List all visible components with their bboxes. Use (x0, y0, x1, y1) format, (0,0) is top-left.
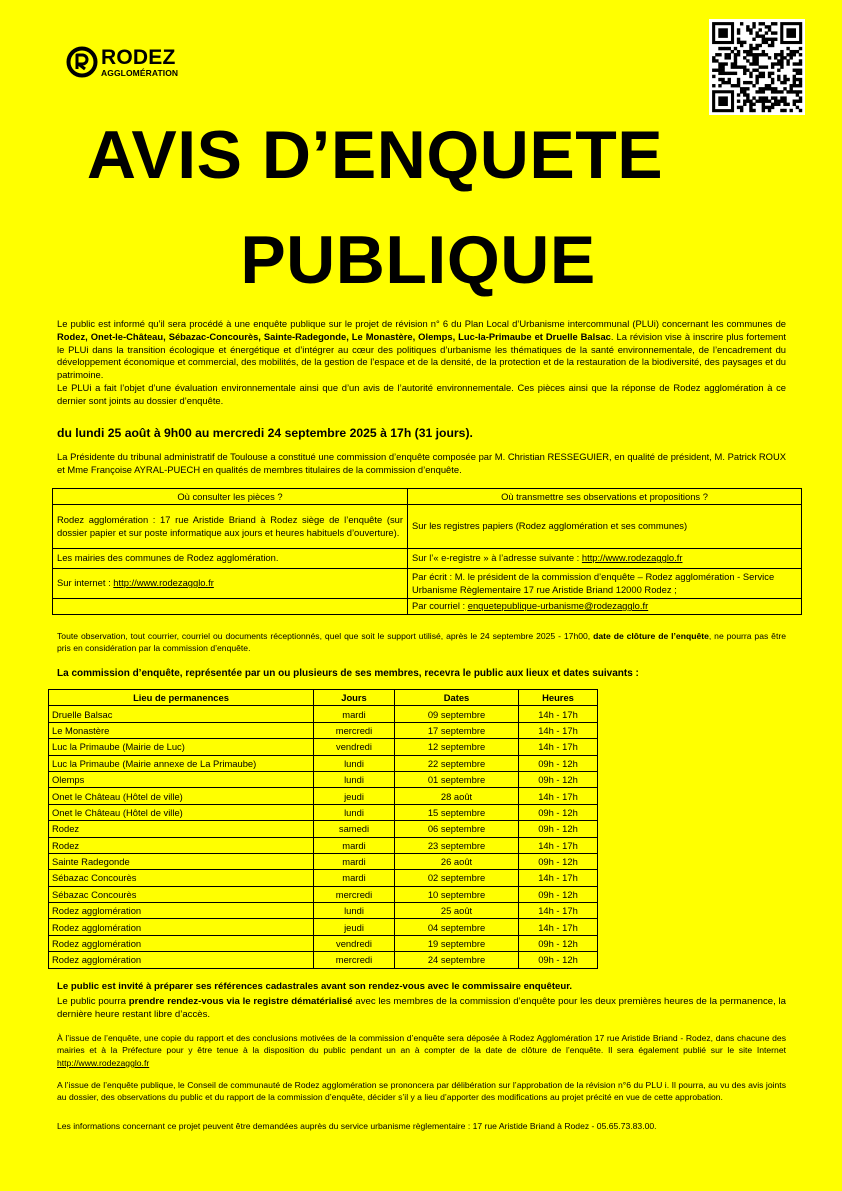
permanence-day: lundi (314, 804, 395, 820)
permanence-date: 24 septembre (395, 952, 519, 968)
permanence-hours: 09h - 12h (519, 771, 598, 787)
intro-section (57, 318, 786, 407)
permanence-hours: 09h - 12h (519, 804, 598, 820)
consult-r1-left: Rodez agglomération : 17 rue Aristide Briand à Rodez siège de l’enquête (sur dossier papier et sur poste informatique aux jours et heures habituels d’ouverture). (53, 505, 408, 549)
permanence-date: 17 septembre (395, 722, 519, 738)
permanence-date: 23 septembre (395, 837, 519, 853)
permanence-hours: 09h - 12h (519, 755, 598, 771)
schedule-header-day: Jours (314, 690, 395, 706)
table-row (49, 722, 598, 738)
table-row (49, 903, 598, 919)
consult-r3-right: Par écrit : M. le président de la commission d’enquête – Rodez agglomération - Service Urbanisme Règlementaire 17 rue Aristide Briand 12000 Rodez ; (408, 569, 802, 599)
report-availability: À l’issue de l’enquête, une copie du rapport et des conclusions motivées de la commission d’enquête sera déposée à Rodez Agglomération 17 rue Aristide Briand - Rodez, dans chacune des mairies et à la Préfecture pour y être tenue à la disposition du public pendant un an à compter de la date de clôture de l’enquête. Il sera également publié sur le site Internet http://www.rodezagglo.fr (57, 1033, 786, 1068)
permanence-date: 19 septembre (395, 935, 519, 951)
permanence-date: 15 septembre (395, 804, 519, 820)
permanence-place: Onet le Château (Hôtel de ville) (49, 788, 314, 804)
consult-r3-left: Sur internet : http://www.rodezagglo.fr (53, 569, 408, 599)
permanence-place: Le Monastère (49, 722, 314, 738)
permanence-date: 26 août (395, 853, 519, 869)
report-site-link[interactable]: http://www.rodezagglo.fr (57, 1057, 150, 1068)
permanence-place: Luc la Primaube (Mairie de Luc) (49, 739, 314, 755)
permanence-day: mardi (314, 853, 395, 869)
permanence-day: vendredi (314, 935, 395, 951)
permanence-place: Rodez agglomération (49, 903, 314, 919)
permanence-day: samedi (314, 821, 395, 837)
permanence-date: 10 septembre (395, 886, 519, 902)
permanence-day: lundi (314, 771, 395, 787)
permanence-hours: 14h - 17h (519, 739, 598, 755)
permanence-place: Luc la Primaube (Mairie annexe de La Primaube) (49, 755, 314, 771)
permanence-date: 12 septembre (395, 739, 519, 755)
commission-composition: La Présidente du tribunal administratif de Toulouse a constitué une commission d’enquête composée par M. Christian RESSEGUIER, en qualité de président, M. Patrick ROUX et Mme Françoise AYRAL-PUECH en qualités de membres titulaires de la commission d’enquête. (57, 451, 786, 475)
permanence-day: mercredi (314, 722, 395, 738)
consult-r1-right: Sur les registres papiers (Rodez agglomération et ses communes) (408, 505, 802, 549)
reception-intro: La commission d’enquête, représentée par un ou plusieurs de ses membres, recevra le public aux lieux et dates suivants : (57, 668, 639, 679)
rodez-logo (66, 46, 178, 78)
permanence-date: 06 septembre (395, 821, 519, 837)
schedule-header-hours: Heures (519, 690, 598, 706)
schedule-table (48, 689, 598, 969)
permanence-place: Rodez (49, 821, 314, 837)
schedule-header-place: Lieu de permanences (49, 690, 314, 706)
consult-r4-right: Par courriel : enquetepublique-urbanisme@rodezagglo.fr (408, 599, 802, 615)
enquiry-dates: du lundi 25 août à 9h00 au mercredi 24 septembre 2025 à 17h (31 jours). (57, 426, 473, 440)
permanence-hours: 14h - 17h (519, 870, 598, 886)
communes-list: Rodez, Onet-le-Château, Sébazac-Concourès, Sainte-Radegonde, Le Monastère, Olemps, Luc-la-Primaube et Druelle Balsac (57, 330, 611, 342)
permanence-date: 28 août (395, 788, 519, 804)
appointment-notice: Le public pourra prendre rendez-vous via le registre dématérialisé avec les membres de la commission d’enquête pour les deux premières heures de la permanence, la dernière heure restant libre d’accès. (57, 996, 787, 1021)
permanence-hours: 09h - 12h (519, 853, 598, 869)
permanence-place: Rodez agglomération (49, 935, 314, 951)
permanence-date: 02 septembre (395, 870, 519, 886)
table-row (49, 771, 598, 787)
permanence-hours: 14h - 17h (519, 837, 598, 853)
table-row (49, 837, 598, 853)
permanence-place: Rodez agglomération (49, 919, 314, 935)
consultation-table (52, 488, 802, 615)
permanence-date: 22 septembre (395, 755, 519, 771)
table-row (49, 788, 598, 804)
page-title-line2: PUBLIQUE (240, 222, 596, 298)
table-row (49, 739, 598, 755)
permanence-place: Druelle Balsac (49, 706, 314, 722)
contact-info: Les informations concernant ce projet peuvent être demandées auprès du service urbanisme règlementaire : 17 rue Aristide Briand à Rodez - 05.65.73.83.00. (57, 1121, 657, 1131)
qr-code-icon[interactable] (709, 19, 805, 115)
permanence-day: jeudi (314, 919, 395, 935)
table-row (49, 755, 598, 771)
consult-r2-right: Sur l’« e-registre » à l’adresse suivante : http://www.rodezagglo.fr (408, 549, 802, 569)
permanence-date: 01 septembre (395, 771, 519, 787)
permanence-place: Sainte Radegonde (49, 853, 314, 869)
email-link[interactable]: enquetepublique-urbanisme@rodezagglo.fr (467, 600, 649, 612)
closing-notice: Toute observation, tout courrier, courriel ou documents réceptionnés, quel que soit le support utilisé, après le 24 septembre 2025 - 17h00, date de clôture de l’enquête, ne pourra pas être pris en considération par la commission d’enquête. (57, 631, 786, 654)
permanence-hours: 09h - 12h (519, 952, 598, 968)
permanence-place: Rodez agglomération (49, 952, 314, 968)
permanence-hours: 14h - 17h (519, 706, 598, 722)
permanence-place: Onet le Château (Hôtel de ville) (49, 804, 314, 820)
permanence-hours: 09h - 12h (519, 886, 598, 902)
permanence-hours: 14h - 17h (519, 903, 598, 919)
permanence-place: Olemps (49, 771, 314, 787)
logo-sub: AGGLOMÉRATION (101, 67, 179, 78)
internet-link[interactable]: http://www.rodezagglo.fr (113, 577, 214, 589)
permanence-hours: 14h - 17h (519, 722, 598, 738)
table-row (49, 804, 598, 820)
permanence-place: Sébazac Concourès (49, 870, 314, 886)
permanence-date: 25 août (395, 903, 519, 919)
permanence-hours: 09h - 12h (519, 935, 598, 951)
consult-header-right: Où transmettre ses observations et propositions ? (408, 489, 802, 505)
e-registre-link[interactable]: http://www.rodezagglo.fr (581, 552, 683, 564)
consult-r4-left (53, 599, 408, 615)
permanence-place: Rodez (49, 837, 314, 853)
permanence-day: mercredi (314, 886, 395, 902)
permanence-day: mercredi (314, 952, 395, 968)
table-row (49, 952, 598, 968)
cadastral-notice: Le public est invité à préparer ses références cadastrales avant son rendez-vous avec le commissaire enquêteur. (57, 981, 573, 992)
consult-header-left: Où consulter les pièces ? (53, 489, 408, 505)
permanence-day: lundi (314, 903, 395, 919)
permanence-day: mardi (314, 870, 395, 886)
table-row (49, 706, 598, 722)
page-title-line1: AVIS D’ENQUETE (86, 117, 664, 193)
permanence-day: mardi (314, 837, 395, 853)
table-row (49, 935, 598, 951)
permanence-day: mardi (314, 706, 395, 722)
table-row (49, 821, 598, 837)
consult-r2-left: Les mairies des communes de Rodez agglomération. (53, 549, 408, 569)
schedule-header-date: Dates (395, 690, 519, 706)
table-row (49, 886, 598, 902)
permanence-day: lundi (314, 755, 395, 771)
permanence-day: vendredi (314, 739, 395, 755)
permanence-hours: 14h - 17h (519, 788, 598, 804)
table-row (49, 870, 598, 886)
permanence-day: jeudi (314, 788, 395, 804)
table-row (49, 919, 598, 935)
intro-paragraph-2: Le PLUi a fait l’objet d’une évaluation environnementale ainsi que d’un avis de l’autorité environnementale. Ces pièces ainsi que la réponse de Rodez agglomération à ce dernier sont joints au dossier d’enquête. (57, 381, 786, 406)
permanence-date: 09 septembre (395, 706, 519, 722)
rodez-logo-icon (66, 46, 98, 78)
permanence-date: 04 septembre (395, 919, 519, 935)
table-row (49, 853, 598, 869)
permanence-hours: 09h - 12h (519, 821, 598, 837)
logo-name: RODEZ (101, 45, 176, 69)
council-approval: A l’issue de l’enquête publique, le Conseil de communauté de Rodez agglomération se prononcera par délibération sur l’approbation de la révision n°6 du PLU i. Il pourra, au vu des avis joints au dossier, des observations du public et du rapport de la commission d’enquête, décider s’il y a lieu d’apporter des modifications au projet précité en vue de cette approbation. (57, 1080, 786, 1103)
intro-paragraph-1: Le public est informé qu’il sera procédé à une enquête publique sur le projet de révision n° 6 du Plan Local d’Urbanisme intercommunal (PLUi) concernant les communes de Rodez, Onet-le-Château, Sébazac-Concourès, Sainte-Radegonde, Le Monastère, Olemps, Luc-la-Primaube et Druelle Balsac. La révision vise à inscrire plus fortement le PLUi dans la transition écologique et énergétique et d’intégrer au cœur des politiques d’urbanisme les thématiques de la santé environnementale, de l’encadrement du développement économique et commercial, des mobilités, de la gestion de l’espace et de la densité, de la protection et de la restauration de la biodiversité, des paysages et du patrimoine. (57, 318, 787, 381)
permanence-place: Sébazac Concourès (49, 886, 314, 902)
permanence-hours: 14h - 17h (519, 919, 598, 935)
